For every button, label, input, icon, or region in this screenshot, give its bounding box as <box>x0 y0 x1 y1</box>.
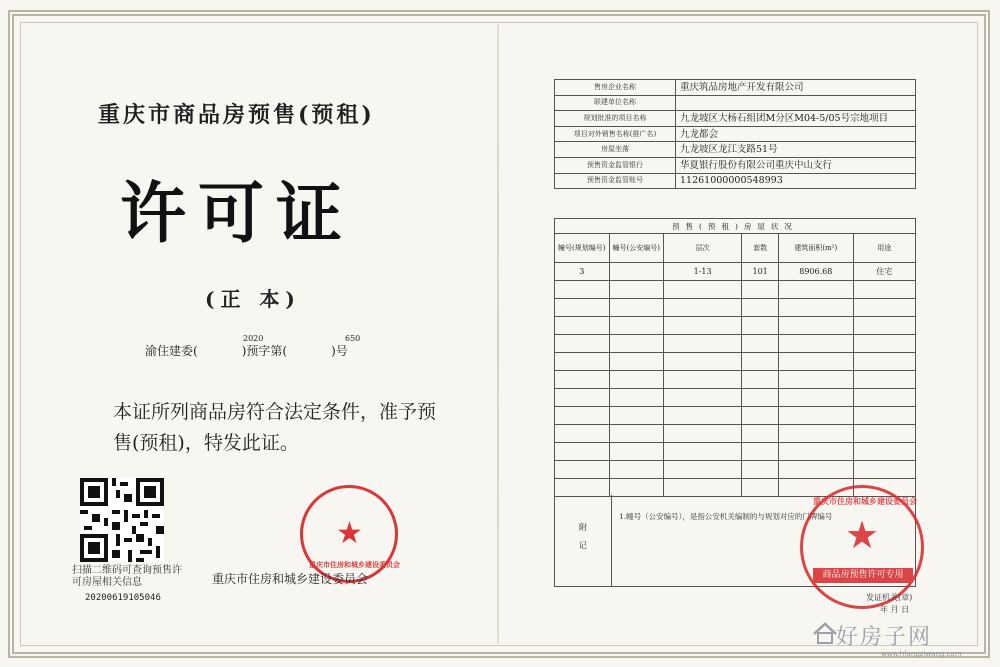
seal-right-text: 重庆市住房和城乡建设委员会 <box>813 497 917 506</box>
info-value: 九龙都会 <box>676 126 916 142</box>
sales-row-empty <box>555 371 916 389</box>
remarks-label: 附记 <box>555 495 612 586</box>
sales-col-header: 建筑面积(m²) <box>779 234 854 263</box>
info-label: 售房企业名称 <box>555 80 676 96</box>
sales-cell: 3 <box>555 263 610 281</box>
info-value <box>676 95 916 111</box>
permit-suffix: )号 <box>331 344 348 358</box>
info-row <box>555 173 916 189</box>
issuer-name: 重庆市住房和城乡建设委员会 <box>212 572 369 586</box>
issue-date: 年 月 日 <box>880 605 910 614</box>
seal-left-text: 重庆市住房和城乡建设委员会 <box>309 561 400 569</box>
info-value: 重庆筑品房地产开发有限公司 <box>676 80 916 96</box>
info-value: 华夏银行股份有限公司重庆中山支行 <box>676 157 916 173</box>
certificate-title-main: 许可证 <box>120 174 354 252</box>
info-row <box>555 111 916 127</box>
sales-row-empty <box>555 335 916 353</box>
seal-star-icon: ★ <box>336 516 363 551</box>
info-label: 联建单位名称 <box>555 95 676 111</box>
info-value: 九龙坡区龙江支路51号 <box>676 142 916 158</box>
sales-row-empty <box>555 443 916 461</box>
sales-col-header: 层次 <box>664 234 742 263</box>
sales-header: 预售(预租)房屋状况 <box>555 219 916 234</box>
sales-row <box>555 263 916 281</box>
sales-cell: 8906.68 <box>779 263 854 281</box>
permit-mid: )预字第( <box>241 344 288 358</box>
info-label: 房屋坐落 <box>555 142 676 158</box>
sales-cell: 住宅 <box>853 263 915 281</box>
info-label: 预售资金监管账号 <box>555 173 676 189</box>
issuer-seal-right <box>800 485 924 609</box>
info-label: 预售资金监管银行 <box>555 157 676 173</box>
sales-col-header: 幢号(公安编号) <box>609 234 664 263</box>
info-value: 11261000000548993 <box>676 173 916 189</box>
sales-row-empty <box>555 407 916 425</box>
permit-number-line <box>145 334 361 359</box>
house-logo-icon <box>812 622 838 644</box>
seal-banner: 商品房预售许可专用 <box>813 568 913 583</box>
serial-number: 20200619105046 <box>85 593 161 603</box>
info-row <box>555 142 916 158</box>
info-row <box>555 126 916 142</box>
info-row <box>555 95 916 111</box>
permit-prefix: 渝住建委( <box>145 344 198 358</box>
sales-row-empty <box>555 281 916 299</box>
seal-star-icon: ★ <box>845 513 880 557</box>
qr-caption: 扫描二维码可查询预售许可房屋相关信息 <box>72 565 182 588</box>
certificate-title-sub: (正 本) <box>205 287 301 311</box>
sales-cell <box>609 263 664 281</box>
permit-year: 2020 <box>243 334 264 343</box>
permit-number: 650 <box>345 334 361 343</box>
certificate-title-top: 重庆市商品房预售(预租) <box>98 102 375 128</box>
info-label: 规划批准的项目名称 <box>555 111 676 127</box>
watermark-url: www.hfangziwang.com <box>881 650 962 658</box>
sales-row-empty <box>555 299 916 317</box>
watermark-text: 好房子网 <box>836 625 933 650</box>
sales-row-empty <box>555 461 916 479</box>
info-label: 项目对外销售名称(推广名) <box>555 126 676 142</box>
sales-cell: 1-13 <box>664 263 742 281</box>
info-value: 九龙坡区大杨石组团M分区M04-5/05号宗地项目 <box>676 111 916 127</box>
sales-header-row <box>555 219 916 234</box>
sales-row-empty <box>555 425 916 443</box>
sales-col-header: 幢号(规划编号) <box>555 234 610 263</box>
sales-col-header: 套数 <box>742 234 779 263</box>
qr-code-icon[interactable] <box>80 478 164 562</box>
info-row <box>555 80 916 96</box>
remarks-text: 1.幢号（公安编号），是指公安机关编制的与规划对应的门牌编号 <box>619 512 833 521</box>
fold-line <box>497 24 499 644</box>
sales-table <box>554 218 916 497</box>
sales-cell: 101 <box>742 263 779 281</box>
certificate-statement: 本证所列商品房符合法定条件，准予预售(预租)，特发此证。 <box>113 401 437 454</box>
sales-row-empty <box>555 317 916 335</box>
sales-col-header: 用途 <box>853 234 915 263</box>
issue-authority: 发证机关(章) <box>866 593 913 602</box>
info-table <box>554 79 916 189</box>
info-row <box>555 157 916 173</box>
issuer-seal-left <box>300 485 398 583</box>
sales-row-empty <box>555 353 916 371</box>
sales-column-row <box>555 234 916 263</box>
sales-row-empty <box>555 389 916 407</box>
